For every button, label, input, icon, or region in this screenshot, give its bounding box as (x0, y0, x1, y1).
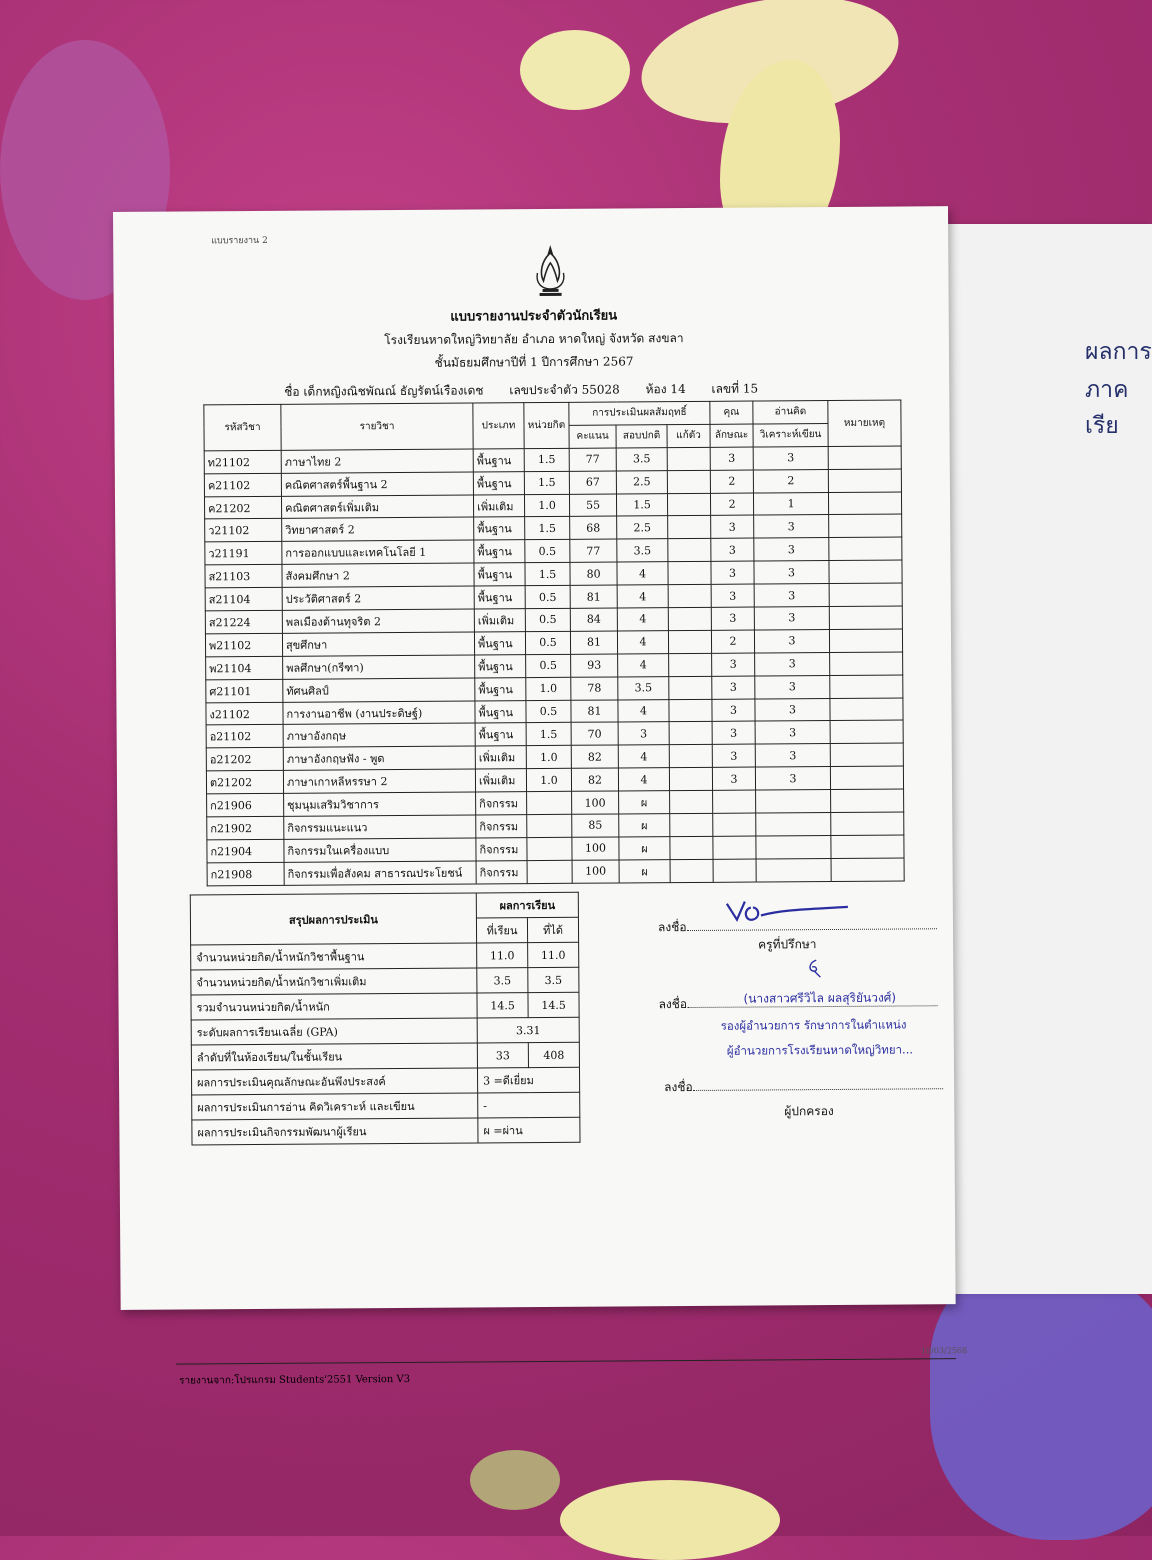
row-character: 3 (712, 767, 755, 790)
row-credit (527, 837, 572, 860)
row-character: 3 (712, 676, 755, 699)
row-score: 85 (572, 814, 619, 837)
row-subject: วิทยาศาสตร์ 2 (282, 517, 474, 541)
row-credit (527, 860, 572, 883)
header-reading-top: อ่านคิด (753, 401, 828, 424)
row-code: ส21224 (205, 610, 282, 633)
student-info (284, 379, 780, 401)
row-grade: ผ (619, 791, 670, 814)
row-character (713, 859, 756, 882)
row-credit (527, 814, 572, 837)
summary-table (190, 892, 581, 1146)
student-name: ชื่อ เด็กหญิงณิชพัณณ์ ธัญรัตน์เรืองเดช (284, 383, 484, 399)
row-code: ก21906 (207, 793, 284, 816)
row-retake (667, 470, 710, 493)
row-score: 81 (570, 585, 617, 608)
school-emblem-icon (533, 243, 567, 299)
row-subject: การออกแบบและเทคโนโลยี 1 (282, 540, 474, 564)
summary-basic-earned: 11.0 (528, 942, 579, 967)
row-score: 70 (571, 722, 618, 745)
row-character: 3 (711, 561, 754, 584)
row-code: ค21202 (204, 496, 281, 519)
header-note: หมายเหตุ (828, 400, 901, 446)
row-note (830, 743, 903, 766)
director-role-2: ผู้อำนวยการโรงเรียนหาดใหญ่วิทยา... (726, 1042, 914, 1058)
row-character: 3 (710, 447, 753, 470)
row-character: 3 (711, 584, 754, 607)
row-score: 80 (570, 562, 617, 585)
row-type: เพิ่มเติม (474, 609, 525, 632)
student-room: ห้อง 14 (645, 382, 686, 397)
summary-activity-label: ผลการประเมินกิจกรรมพัฒนาผู้เรียน (192, 1118, 478, 1145)
row-retake (667, 447, 710, 470)
student-number: เลขที่ 15 (711, 381, 759, 396)
row-grade: ผ (619, 859, 670, 882)
header-retake: แก้ตัว (667, 424, 710, 447)
row-type: เพิ่มเติม (475, 746, 526, 769)
row-character (713, 813, 756, 836)
header-credit: หน่วยกิต (524, 402, 569, 448)
row-score: 67 (569, 471, 616, 494)
row-grade: 3.5 (616, 447, 667, 470)
row-note (830, 720, 903, 743)
row-subject: สุขศึกษา (282, 632, 474, 656)
row-note (829, 629, 902, 652)
row-character: 3 (711, 538, 754, 561)
row-character: 2 (710, 493, 753, 516)
parent-role: ผู้ปกครอง (784, 1103, 834, 1119)
row-type: พื้นฐาน (475, 723, 526, 746)
row-credit: 1.0 (526, 769, 571, 792)
row-type: พื้นฐาน (473, 471, 524, 494)
row-credit: 1.5 (525, 517, 570, 540)
row-retake (668, 562, 711, 585)
row-subject: พลศึกษา(กรีฑา) (283, 655, 475, 679)
summary-result-header: ผลการเรียน (476, 892, 578, 918)
row-character: 2 (711, 630, 754, 653)
row-credit: 0.5 (526, 700, 571, 723)
row-code: ส21104 (205, 587, 282, 610)
row-credit: 0.5 (525, 631, 570, 654)
row-subject: ภาษาไทย 2 (281, 449, 473, 473)
row-code: ก21902 (207, 816, 284, 839)
footer-text: รายงานจาก:โปรแกรม Students'2551 Version V3 (179, 1373, 411, 1387)
row-grade: 4 (618, 768, 669, 791)
row-retake (669, 699, 712, 722)
report-title: แบบรายงานประจำตัวนักเรียน (450, 308, 618, 325)
row-credit: 1.0 (524, 494, 569, 517)
row-grade: 4 (617, 562, 668, 585)
row-retake (668, 539, 711, 562)
row-note (830, 766, 903, 789)
header-character-top: คุณ (710, 401, 753, 424)
row-retake (668, 584, 711, 607)
row-type: พื้นฐาน (474, 540, 525, 563)
row-type: พื้นฐาน (475, 677, 526, 700)
parent-sign-line (664, 1076, 943, 1097)
header-score: คะแนน (569, 425, 616, 448)
row-character: 2 (710, 470, 753, 493)
summary-total-earned: 14.5 (528, 992, 579, 1017)
print-date: 10/03/2568 (920, 1346, 968, 1356)
row-type: พื้นฐาน (474, 563, 525, 586)
row-code: ว21191 (205, 542, 282, 565)
row-retake (669, 676, 712, 699)
row-type: กิจกรรม (476, 860, 527, 883)
row-grade: ผ (619, 814, 670, 837)
row-retake (667, 493, 710, 516)
table-row (207, 858, 904, 886)
row-note (830, 698, 903, 721)
row-retake (669, 653, 712, 676)
row-note (831, 858, 904, 881)
grades-table (203, 400, 904, 887)
row-score: 55 (569, 494, 616, 517)
row-credit: 0.5 (525, 540, 570, 563)
grade-line: ชั้นมัธยมศึกษาปีที่ 1 ปีการศึกษา 2567 (434, 354, 634, 370)
row-score: 77 (570, 539, 617, 562)
row-reading: 3 (755, 652, 830, 675)
row-score: 81 (570, 631, 617, 654)
row-reading: 3 (754, 584, 829, 607)
summary-total-label: รวมจำนวนหน่วยกิต/น้ำหนัก (191, 993, 477, 1020)
row-code: ว21102 (205, 519, 282, 542)
header-grade: สอบปกติ (616, 425, 667, 448)
row-code: ส21103 (205, 565, 282, 588)
row-grade: 4 (617, 608, 668, 631)
row-credit: 1.0 (526, 746, 571, 769)
row-code: ง21102 (206, 702, 283, 725)
row-subject: ประวัติศาสตร์ 2 (282, 586, 474, 610)
row-subject: การงานอาชีพ (งานประดิษฐ์) (283, 701, 475, 725)
director-name: (นางสาวศรีวิไล ผลสุริยันวงศ์) (743, 990, 897, 1006)
form-code: แบบรายงาน 2 (211, 235, 268, 247)
row-note (828, 446, 901, 469)
row-type: พื้นฐาน (473, 448, 524, 471)
row-credit: 0.5 (525, 608, 570, 631)
summary-col-earned: ที่ได้ (527, 917, 578, 942)
row-score: 82 (571, 745, 618, 768)
row-code: ก21904 (207, 839, 284, 862)
row-grade: 4 (617, 631, 668, 654)
row-reading: 3 (755, 675, 830, 698)
fabric-flower-purple (930, 1260, 1152, 1540)
summary-basic-enrolled: 11.0 (477, 943, 528, 968)
row-code: พ21104 (206, 656, 283, 679)
school-line: โรงเรียนหาดใหญ่วิทยาลัย อำเภอ หาดใหญ่ จังหวัด สงขลา (384, 331, 684, 348)
row-type: กิจกรรม (476, 815, 527, 838)
header-assessment: การประเมินผลสัมฤทธิ์ (569, 401, 710, 425)
row-character (713, 790, 756, 813)
row-credit: 1.5 (524, 471, 569, 494)
footer-divider (176, 1358, 956, 1364)
row-reading: 3 (754, 607, 829, 630)
row-grade: 2.5 (616, 470, 667, 493)
row-retake (670, 813, 713, 836)
right-page-heading: ผลการ (1085, 339, 1152, 365)
fabric-flower-cream (520, 30, 630, 110)
row-subject: คณิตศาสตร์เพิ่มเติม (281, 495, 473, 519)
row-reading: 3 (754, 629, 829, 652)
row-retake (668, 607, 711, 630)
summary-rank-room: 33 (477, 1043, 528, 1068)
row-type: เพิ่มเติม (475, 769, 526, 792)
row-code: ต21202 (206, 771, 283, 794)
row-subject: ภาษาเกาหลีหรรษา 2 (283, 769, 475, 793)
director-role-1: รองผู้อำนวยการ รักษาการในตำแหน่ง (720, 1017, 907, 1033)
row-score: 81 (571, 700, 618, 723)
summary-character-label: ผลการประเมินคุณลักษณะอันพึงประสงค์ (191, 1068, 477, 1095)
summary-extra-earned: 3.5 (528, 967, 579, 992)
director-sign-label: ลงชื่อ (658, 997, 688, 1012)
header-subject: รายวิชา (281, 403, 473, 450)
row-subject: ภาษาอังกฤษฟัง - พูด (283, 746, 475, 770)
right-page-subheading: ภาคเรีย (1085, 377, 1129, 439)
summary-col-enrolled: ที่เรียน (476, 918, 527, 943)
row-reading: 3 (755, 721, 830, 744)
row-subject: สังคมศึกษา 2 (282, 563, 474, 587)
header-reading: วิเคราะห์เขียน (753, 423, 828, 446)
row-note (831, 835, 904, 858)
row-code: ค21102 (204, 473, 281, 496)
row-grade: ผ (619, 837, 670, 860)
row-character: 3 (711, 607, 754, 630)
row-type: พื้นฐาน (475, 700, 526, 723)
row-reading: 3 (755, 698, 830, 721)
row-credit: 1.5 (525, 563, 570, 586)
row-subject: ภาษาอังกฤษ (283, 723, 475, 747)
row-score: 84 (570, 608, 617, 631)
row-reading: 3 (754, 515, 829, 538)
summary-basic-label: จำนวนหน่วยกิต/น้ำหนักวิชาพื้นฐาน (191, 943, 477, 970)
row-type: พื้นฐาน (474, 517, 525, 540)
row-note (830, 652, 903, 675)
row-code: ศ21101 (206, 679, 283, 702)
row-grade: 4 (617, 585, 668, 608)
fabric-leaf-green (470, 1450, 560, 1510)
row-note (829, 560, 902, 583)
row-credit (527, 791, 572, 814)
row-note (829, 583, 902, 606)
row-character: 3 (712, 744, 755, 767)
row-character: 3 (712, 653, 755, 676)
row-note (828, 492, 901, 515)
row-code: อ21202 (206, 748, 283, 771)
row-retake (668, 516, 711, 539)
row-subject: กิจกรรมแนะแนว (284, 815, 476, 839)
row-grade: 4 (618, 653, 669, 676)
row-reading (756, 790, 831, 813)
row-score: 100 (572, 860, 619, 883)
row-score: 93 (571, 654, 618, 677)
row-score: 82 (571, 768, 618, 791)
student-id: เลขประจำตัว 55028 (509, 382, 620, 398)
row-credit: 1.5 (526, 723, 571, 746)
row-code: ก21908 (207, 862, 284, 885)
summary-extra-label: จำนวนหน่วยกิต/น้ำหนักวิชาเพิ่มเติม (191, 968, 477, 995)
row-code: อ21102 (206, 725, 283, 748)
row-note (829, 606, 902, 629)
header-code: รหัสวิชา (204, 404, 281, 450)
row-note (830, 675, 903, 698)
row-grade: 3.5 (617, 539, 668, 562)
summary-gpa-value: 3.31 (477, 1017, 579, 1043)
row-score: 68 (570, 516, 617, 539)
row-reading: 3 (754, 538, 829, 561)
header-type: ประเภท (473, 403, 524, 449)
row-type: พื้นฐาน (474, 586, 525, 609)
row-type: พื้นฐาน (475, 654, 526, 677)
row-grade: 4 (618, 745, 669, 768)
fabric-flower-cream (560, 1480, 780, 1560)
row-score: 78 (571, 677, 618, 700)
row-subject: พลเมืองต้านทุจริต 2 (282, 609, 474, 633)
row-subject: ทัศนศิลป์ (283, 678, 475, 702)
row-subject: กิจกรรมเพื่อสังคม สาธารณประโยชน์ (284, 861, 476, 885)
row-code: ท21102 (204, 450, 281, 473)
row-type: กิจกรรม (476, 792, 527, 815)
summary-reading-value: - (478, 1092, 580, 1118)
summary-total-enrolled: 14.5 (477, 993, 528, 1018)
summary-rank-label: ลำดับที่ในห้องเรียน/ในชั้นเรียน (191, 1043, 477, 1070)
summary-extra-enrolled: 3.5 (477, 968, 528, 993)
row-retake (670, 836, 713, 859)
row-reading: 2 (753, 469, 828, 492)
row-grade: 1.5 (616, 493, 667, 516)
summary-title: สรุปผลการประเมิน (190, 893, 476, 945)
summary-character-value: 3 =ดีเยี่ยม (477, 1067, 579, 1093)
row-credit: 0.5 (526, 654, 571, 677)
row-subject: คณิตศาสตร์พื้นฐาน 2 (281, 472, 473, 496)
row-retake (670, 859, 713, 882)
row-reading (756, 813, 831, 836)
row-reading: 3 (753, 446, 828, 469)
header-character: ลักษณะ (710, 424, 753, 447)
row-character: 3 (711, 515, 754, 538)
advisor-role: ครูที่ปรึกษา (758, 937, 817, 952)
row-type: กิจกรรม (476, 838, 527, 861)
summary-gpa-label: ระดับผลการเรียนเฉลี่ย (GPA) (191, 1018, 477, 1045)
row-retake (670, 790, 713, 813)
row-retake (668, 630, 711, 653)
summary-reading-label: ผลการประเมินการอ่าน คิดวิเคราะห์ และเขียน (192, 1093, 478, 1120)
row-credit: 1.0 (526, 677, 571, 700)
summary-activity-value: ผ =ผ่าน (478, 1117, 580, 1143)
row-reading (756, 858, 831, 881)
row-note (831, 789, 904, 812)
row-retake (669, 745, 712, 768)
parent-sign-label: ลงชื่อ (664, 1079, 693, 1095)
row-subject: ชุมนุมเสริมวิชาการ (284, 792, 476, 816)
row-character: 3 (712, 721, 755, 744)
row-type: พื้นฐาน (474, 632, 525, 655)
row-grade: 4 (618, 699, 669, 722)
row-note (829, 537, 902, 560)
summary-rank-grade: 408 (528, 1042, 579, 1067)
advisor-sign-label: ลงชื่อ (657, 920, 687, 935)
row-note (829, 514, 902, 537)
row-reading: 3 (755, 767, 830, 790)
row-score: 77 (569, 448, 616, 471)
row-note (828, 469, 901, 492)
row-grade: 3 (618, 722, 669, 745)
row-retake (669, 768, 712, 791)
row-grade: 2.5 (617, 516, 668, 539)
row-note (831, 812, 904, 835)
row-score: 100 (572, 837, 619, 860)
row-grade: 3.5 (618, 676, 669, 699)
director-initials (802, 957, 826, 981)
row-character (713, 836, 756, 859)
advisor-signature (723, 895, 853, 926)
report-card-page (113, 206, 968, 1387)
row-type: เพิ่มเติม (473, 494, 524, 517)
row-credit: 1.5 (524, 448, 569, 471)
row-character: 3 (712, 699, 755, 722)
row-reading: 1 (753, 492, 828, 515)
row-reading: 3 (755, 744, 830, 767)
row-score: 100 (572, 791, 619, 814)
row-subject: กิจกรรมในเครื่องแบบ (284, 838, 476, 862)
row-code: พ21102 (205, 633, 282, 656)
row-retake (669, 722, 712, 745)
row-reading: 3 (754, 561, 829, 584)
row-reading (756, 835, 831, 858)
row-credit: 0.5 (525, 585, 570, 608)
